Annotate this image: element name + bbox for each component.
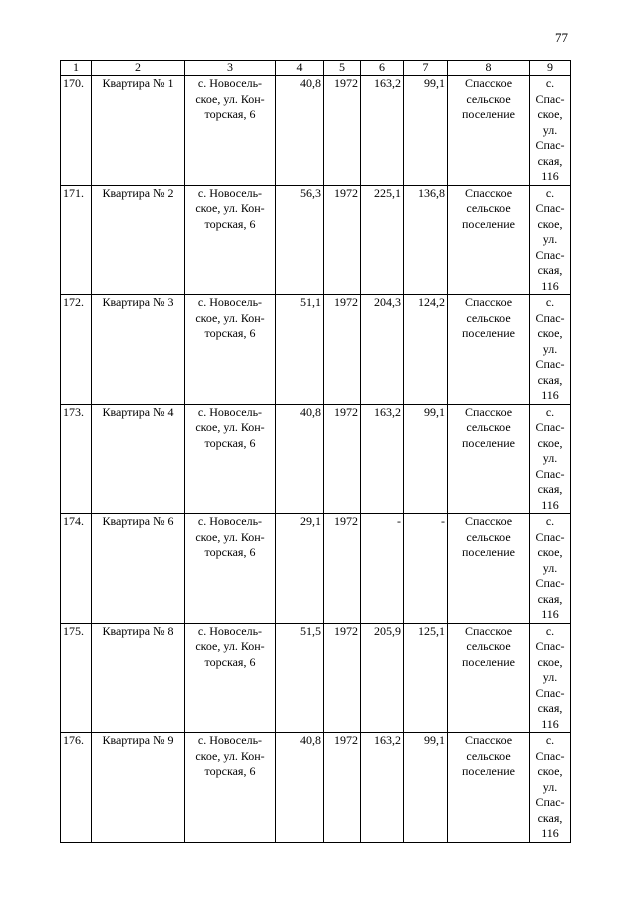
value-column-6-cell: 163,2 [361,404,404,514]
table-row [61,404,571,514]
value-column-6-cell: 163,2 [361,733,404,843]
location-cell: с. Спас- ское, ул. Спас- ская, 116 [530,623,571,733]
year-cell: 1972 [324,76,361,186]
address-cell: с. Новосель- ское, ул. Кон- торская, 6 [185,733,276,843]
location-cell: с. Спас- ское, ул. Спас- ская, 116 [530,185,571,295]
property-register-table [60,60,571,843]
column-header: 8 [448,61,530,76]
row-number-cell: 172. [61,295,92,405]
apartment-name-cell: Квартира № 8 [92,623,185,733]
table-row [61,295,571,405]
value-column-7-cell: 124,2 [404,295,448,405]
row-number-cell: 171. [61,185,92,295]
apartment-name-cell: Квартира № 2 [92,185,185,295]
value-column-7-cell: - [404,514,448,624]
column-header: 3 [185,61,276,76]
apartment-name-cell: Квартира № 4 [92,404,185,514]
apartment-name-cell: Квартира № 3 [92,295,185,405]
area-cell: 56,3 [276,185,324,295]
owner-cell: Спасское сельское поселение [448,185,530,295]
owner-cell: Спасское сельское поселение [448,295,530,405]
address-cell: с. Новосель- ское, ул. Кон- торская, 6 [185,623,276,733]
column-header: 9 [530,61,571,76]
apartment-name-cell: Квартира № 6 [92,514,185,624]
row-number-cell: 170. [61,76,92,186]
value-column-6-cell: 205,9 [361,623,404,733]
row-number-cell: 176. [61,733,92,843]
value-column-7-cell: 99,1 [404,76,448,186]
location-cell: с. Спас- ское, ул. Спас- ская, 116 [530,76,571,186]
owner-cell: Спасское сельское поселение [448,404,530,514]
table-row [61,733,571,843]
value-column-6-cell: 225,1 [361,185,404,295]
owner-cell: Спасское сельское поселение [448,733,530,843]
table-row [61,185,571,295]
location-cell: с. Спас- ское, ул. Спас- ская, 116 [530,295,571,405]
table-row [61,76,571,186]
table-row [61,514,571,624]
value-column-7-cell: 99,1 [404,733,448,843]
column-header: 5 [324,61,361,76]
location-cell: с. Спас- ское, ул. Спас- ская, 116 [530,404,571,514]
location-cell: с. Спас- ское, ул. Спас- ская, 116 [530,733,571,843]
address-cell: с. Новосель- ское, ул. Кон- торская, 6 [185,76,276,186]
value-column-6-cell: - [361,514,404,624]
value-column-7-cell: 136,8 [404,185,448,295]
area-cell: 51,5 [276,623,324,733]
owner-cell: Спасское сельское поселение [448,514,530,624]
year-cell: 1972 [324,295,361,405]
year-cell: 1972 [324,404,361,514]
area-cell: 51,1 [276,295,324,405]
owner-cell: Спасское сельское поселение [448,623,530,733]
apartment-name-cell: Квартира № 9 [92,733,185,843]
location-cell: с. Спас- ское, ул. Спас- ская, 116 [530,514,571,624]
header-row [61,61,571,76]
column-header: 4 [276,61,324,76]
address-cell: с. Новосель- ское, ул. Кон- торская, 6 [185,295,276,405]
value-column-7-cell: 125,1 [404,623,448,733]
value-column-7-cell: 99,1 [404,404,448,514]
area-cell: 40,8 [276,733,324,843]
owner-cell: Спасское сельское поселение [448,76,530,186]
year-cell: 1972 [324,514,361,624]
row-number-cell: 175. [61,623,92,733]
table-row [61,623,571,733]
year-cell: 1972 [324,185,361,295]
area-cell: 29,1 [276,514,324,624]
row-number-cell: 174. [61,514,92,624]
value-column-6-cell: 204,3 [361,295,404,405]
column-header: 2 [92,61,185,76]
column-header: 1 [61,61,92,76]
address-cell: с. Новосель- ское, ул. Кон- торская, 6 [185,404,276,514]
page-number: 77 [555,30,568,45]
year-cell: 1972 [324,623,361,733]
row-number-cell: 173. [61,404,92,514]
column-header: 6 [361,61,404,76]
column-header: 7 [404,61,448,76]
address-cell: с. Новосель- ское, ул. Кон- торская, 6 [185,514,276,624]
area-cell: 40,8 [276,76,324,186]
area-cell: 40,8 [276,404,324,514]
apartment-name-cell: Квартира № 1 [92,76,185,186]
year-cell: 1972 [324,733,361,843]
address-cell: с. Новосель- ское, ул. Кон- торская, 6 [185,185,276,295]
value-column-6-cell: 163,2 [361,76,404,186]
